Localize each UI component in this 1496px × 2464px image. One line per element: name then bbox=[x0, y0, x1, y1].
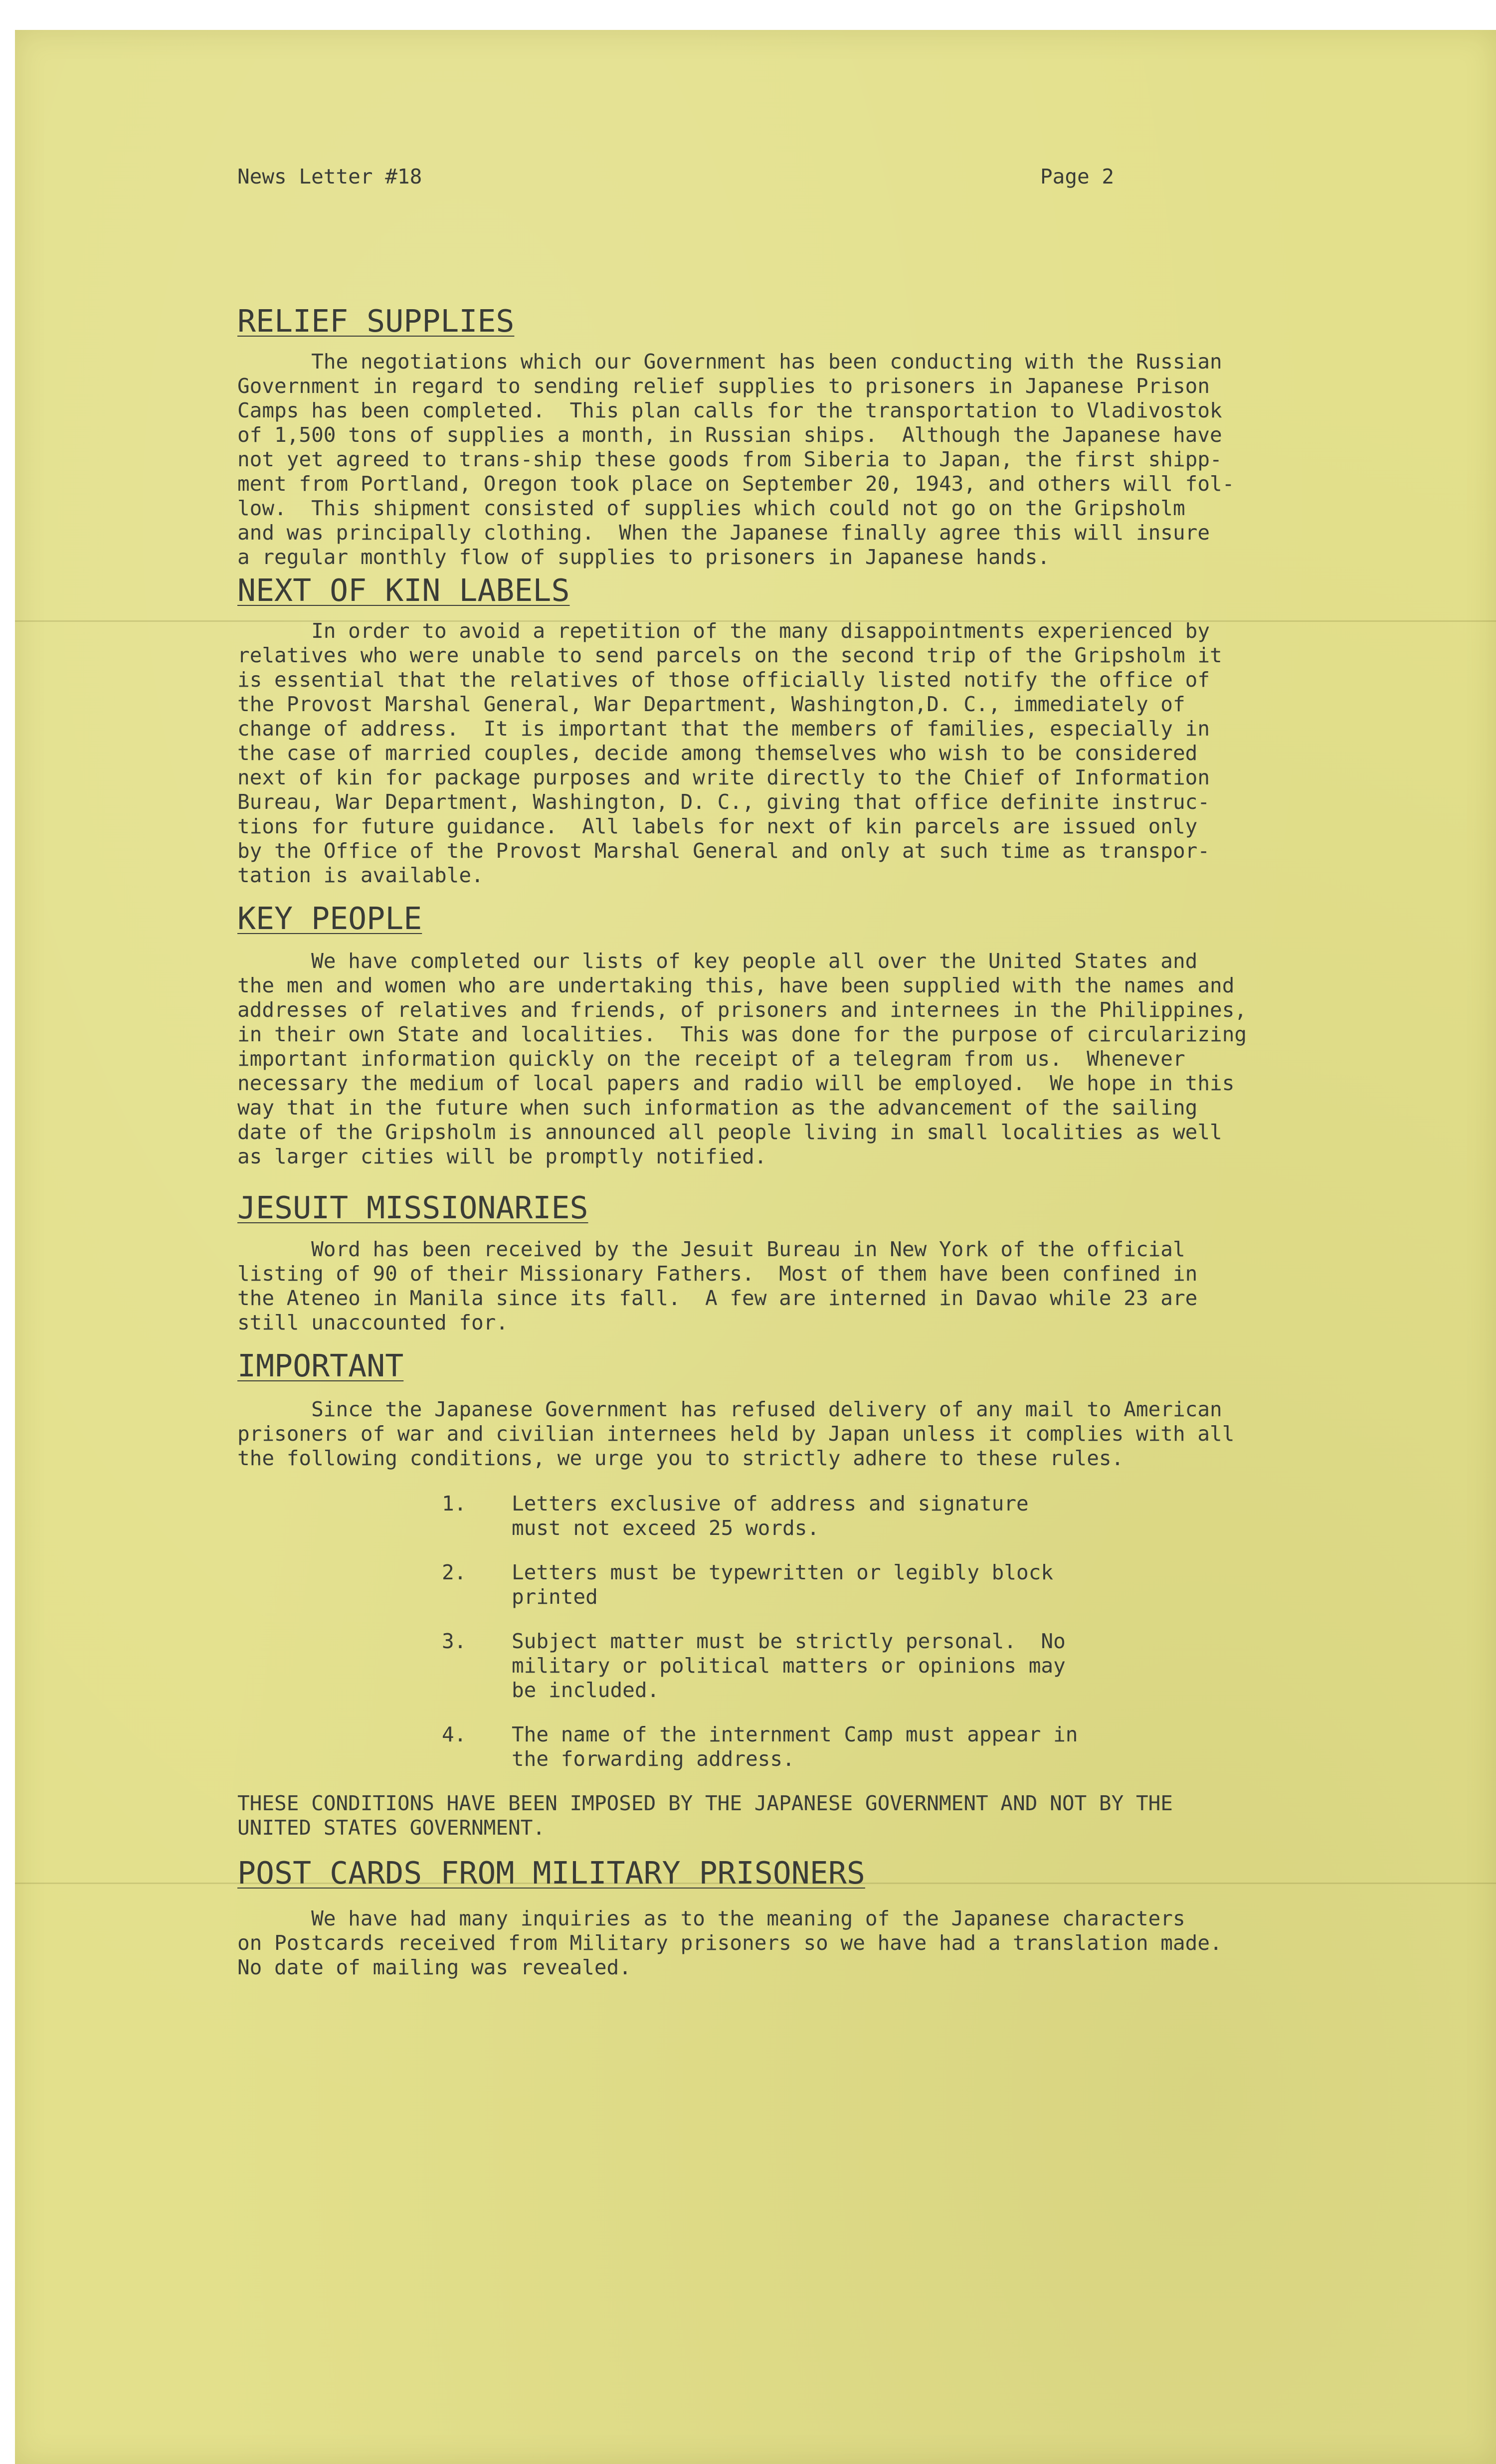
rule-item bbox=[222, 1629, 1419, 1703]
text-line: the Ateneo in Manila since its fall. A few are interned in Davao while 23 are bbox=[237, 1286, 1198, 1310]
text-line: Subject matter must be strictly personal. No bbox=[512, 1629, 1066, 1653]
text-line: still unaccounted for. bbox=[237, 1311, 509, 1334]
section-heading-key-people: KEY PEOPLE bbox=[237, 901, 422, 937]
text-line: on Postcards received from Military prisoners so we have had a translation made. bbox=[237, 1931, 1222, 1955]
text-line: by the Office of the Provost Marshal General and only at such time as transpor- bbox=[237, 839, 1210, 863]
newsletter-number: News Letter #18 bbox=[237, 165, 422, 189]
paragraph-important bbox=[222, 1397, 1419, 1471]
text-line: Letters must be typewritten or legibly block bbox=[512, 1560, 1054, 1584]
rule-item bbox=[222, 1492, 1419, 1540]
text-line: way that in the future when such information as the advancement of the sailing bbox=[237, 1096, 1198, 1120]
text-line: tation is available. bbox=[237, 863, 484, 887]
rule-text bbox=[512, 1722, 1419, 1771]
text-line: ment from Portland, Oregon took place on September 20, 1943, and others will fol- bbox=[237, 472, 1235, 496]
text-line: low. This shipment consisted of supplies which could not go on the Gripsholm bbox=[237, 496, 1185, 520]
text-line: relatives who were unable to send parcels on the second trip of the Gripsholm it bbox=[237, 643, 1222, 667]
rule-item bbox=[222, 1722, 1419, 1771]
page-number: Page 2 bbox=[1040, 165, 1115, 189]
text-line: is essential that the relatives of those officially listed notify the office of bbox=[237, 668, 1210, 692]
text-line: Since the Japanese Government has refused delivery of any mail to American bbox=[237, 1397, 1222, 1421]
rule-number: 3. bbox=[442, 1629, 467, 1653]
text-line: a regular monthly flow of supplies to prisoners in Japanese hands. bbox=[237, 545, 1050, 569]
text-line: the Provost Marshal General, War Department, Washington,D. C., immediately of bbox=[237, 692, 1185, 716]
text-line: Government in regard to sending relief supplies to prisoners in Japanese Prison bbox=[237, 374, 1210, 398]
rule-number: 1. bbox=[442, 1492, 467, 1516]
text-line: We have had many inquiries as to the meaning of the Japanese characters bbox=[237, 1906, 1185, 1930]
rule-text bbox=[512, 1560, 1419, 1609]
text-line: and was principally clothing. When the Japanese finally agree this will insure bbox=[237, 521, 1210, 545]
mail-rules-list bbox=[222, 1492, 1419, 1771]
section-heading-jesuit-missionaries: JESUIT MISSIONARIES bbox=[237, 1190, 588, 1226]
text-line: next of kin for package purposes and write directly to the Chief of Information bbox=[237, 765, 1210, 789]
document-body bbox=[222, 125, 1419, 1980]
rule-number: 4. bbox=[442, 1722, 467, 1746]
text-line: date of the Gripsholm is announced all people living in small localities as well bbox=[237, 1120, 1222, 1144]
text-line: Bureau, War Department, Washington, D. C., giving that office definite instruc- bbox=[237, 790, 1210, 814]
text-line: important information quickly on the receipt of a telegram from us. Whenever bbox=[237, 1047, 1185, 1071]
text-line: in their own State and localities. This was done for the purpose of circularizing bbox=[237, 1022, 1247, 1046]
section-heading-post-cards: POST CARDS FROM MILITARY PRISONERS bbox=[237, 1855, 865, 1891]
text-line: We have completed our lists of key people all over the United States and bbox=[237, 949, 1198, 973]
text-line: No date of mailing was revealed. bbox=[237, 1955, 631, 1979]
rule-item bbox=[222, 1560, 1419, 1609]
conditions-notice bbox=[222, 1791, 1419, 1840]
rule-text bbox=[512, 1492, 1419, 1540]
paragraph-key-people bbox=[222, 949, 1419, 1169]
newsletter-page bbox=[15, 30, 1496, 2464]
text-line: tions for future guidance. All labels for next of kin parcels are issued only bbox=[237, 814, 1198, 838]
paragraph-post-cards bbox=[222, 1906, 1419, 1980]
paragraph-jesuit-missionaries bbox=[222, 1237, 1419, 1335]
text-line: change of address. It is important that the members of families, especially in bbox=[237, 717, 1210, 741]
page-header bbox=[222, 125, 1419, 189]
text-line: as larger cities will be promptly notified. bbox=[237, 1144, 767, 1168]
text-line: of 1,500 tons of supplies a month, in Russian ships. Although the Japanese have bbox=[237, 423, 1222, 447]
text-line: Word has been received by the Jesuit Bureau in New York of the official bbox=[237, 1237, 1185, 1261]
text-line: The name of the internment Camp must appear in bbox=[512, 1722, 1078, 1746]
text-line: The negotiations which our Government has been conducting with the Russian bbox=[237, 350, 1222, 374]
section-heading-relief-supplies: RELIEF SUPPLIES bbox=[237, 303, 515, 339]
text-line: military or political matters or opinions may bbox=[512, 1654, 1066, 1678]
section-heading-next-of-kin-labels: NEXT OF KIN LABELS bbox=[237, 572, 570, 608]
text-line: In order to avoid a repetition of the many disappointments experienced by bbox=[237, 619, 1210, 643]
text-line: THESE CONDITIONS HAVE BEEN IMPOSED BY THE JAPANESE GOVERNMENT AND NOT BY THE bbox=[237, 1791, 1173, 1815]
text-line: Camps has been completed. This plan calls for the transportation to Vladivostok bbox=[237, 398, 1222, 422]
text-line: UNITED STATES GOVERNMENT. bbox=[237, 1816, 546, 1840]
paragraph-next-of-kin-labels bbox=[222, 619, 1419, 888]
text-line: printed bbox=[512, 1585, 598, 1609]
text-line: addresses of relatives and friends, of prisoners and internees in the Philippines, bbox=[237, 998, 1247, 1022]
text-line: Letters exclusive of address and signature bbox=[512, 1492, 1029, 1516]
text-line: be included. bbox=[512, 1678, 660, 1702]
section-heading-important: IMPORTANT bbox=[237, 1348, 404, 1384]
text-line: the case of married couples, decide among themselves who wish to be considered bbox=[237, 741, 1198, 765]
rule-number: 2. bbox=[442, 1560, 467, 1584]
text-line: prisoners of war and civilian internees held by Japan unless it complies with all bbox=[237, 1422, 1235, 1446]
rule-text bbox=[512, 1629, 1419, 1703]
text-line: listing of 90 of their Missionary Fathers. Most of them have been confined in bbox=[237, 1262, 1198, 1286]
text-line: not yet agreed to trans-ship these goods from Siberia to Japan, the first shipp- bbox=[237, 447, 1222, 471]
text-line: the forwarding address. bbox=[512, 1747, 795, 1771]
text-line: must not exceed 25 words. bbox=[512, 1516, 820, 1540]
paragraph-relief-supplies bbox=[222, 350, 1419, 569]
text-line: the men and women who are undertaking this, have been supplied with the names and bbox=[237, 973, 1235, 997]
text-line: the following conditions, we urge you to strictly adhere to these rules. bbox=[237, 1446, 1124, 1470]
text-line: necessary the medium of local papers and radio will be employed. We hope in this bbox=[237, 1071, 1235, 1095]
